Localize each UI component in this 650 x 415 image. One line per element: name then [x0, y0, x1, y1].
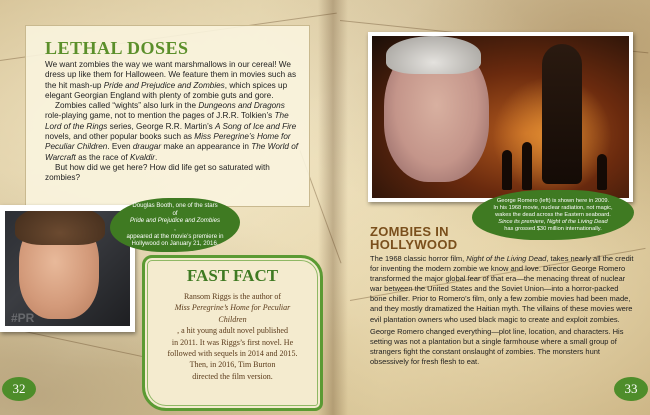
- text-run: appeared at the movie’s premiere in: [126, 232, 224, 240]
- zombies-in-hollywood-text: [370, 254, 635, 369]
- text-run: directed the film version.: [192, 371, 273, 381]
- italic-title: The Lord of the Rings: [45, 111, 289, 131]
- zombie-hand-silhouette: [542, 44, 582, 184]
- italic-title: Since its premiere,: [498, 218, 547, 225]
- text-run: Ransom Riggs is the author of: [183, 292, 282, 301]
- heading-line: ZOMBIES IN: [370, 224, 449, 239]
- italic-title: Night of the Living Dead: [546, 218, 608, 225]
- text-line: [480, 219, 626, 226]
- italic-title: A Song of Ice and Fire: [215, 121, 297, 131]
- text-run: followed with sequels in 2014 and 2015.: [167, 349, 298, 359]
- italic-title: Kvaldir: [129, 152, 155, 162]
- text-run: of: [172, 209, 178, 217]
- text-run: The 1968 classic horror film,: [370, 254, 467, 263]
- text-run: , a hit young adult novel published: [177, 326, 288, 336]
- text-run: . Even: [107, 142, 133, 152]
- text-line: [155, 302, 310, 313]
- text-line: [155, 337, 310, 348]
- text-run: role-playing game, not to mention the pages of J.R.R. Tolkien’s: [45, 111, 275, 121]
- text-run: series, George R.R. Martin’s: [107, 121, 216, 131]
- italic-title: Pride and Prejudice and Zombies: [129, 217, 221, 225]
- zombie-figure-silhouette: [597, 154, 607, 190]
- text-run: wakes the dead across the Eastern seaboard.: [495, 211, 611, 218]
- text-line: [155, 348, 310, 359]
- italic-title: Children: [218, 314, 247, 324]
- text-line: [118, 240, 232, 248]
- text-line: [480, 212, 626, 219]
- text-line: [155, 359, 310, 370]
- text-run: Then, in 2016, Tim Burton: [189, 360, 276, 370]
- text-line: [118, 210, 232, 233]
- text-run: We want zombies the way we want marshmallows in our cereal! We dress up like them for Halloween. We feature them in movies such as the hit mash-up: [45, 60, 297, 90]
- fast-fact-scroll: [142, 255, 323, 411]
- text-run: novels, and other popular books such as: [45, 132, 195, 142]
- italic-title: Dungeons and Dragons: [198, 101, 285, 111]
- italic-title: The World of Warcraft: [45, 142, 299, 162]
- text-run: George Romero changed everything—plot line, location, and characters. His setting was not a plantation but a single farmhouse where a small group of strangers fight the constant onslaught of zombies. The monsters hunt obsessively for fresh flesh to eat.: [370, 326, 624, 366]
- fast-fact-body: [155, 291, 310, 382]
- text-run: Hollywood on January 21, 2016.: [131, 240, 219, 248]
- text-line: [155, 291, 310, 302]
- george-romero-photo: [368, 32, 633, 202]
- text-line: [118, 233, 232, 241]
- text-line: [118, 202, 232, 210]
- italic-title: Miss Peregrine’s Home for Peculiar Children: [45, 132, 291, 152]
- text-run: George Romero (left) is shown here in 2009.: [496, 197, 610, 204]
- italic-title: draugar: [132, 142, 162, 152]
- photo-backdrop-text: #PR: [11, 311, 35, 325]
- zombie-figure-silhouette: [522, 142, 532, 190]
- text-run: as the race of: [75, 152, 130, 162]
- paragraph: [370, 327, 635, 367]
- text-run: in 2011. It was Riggs’s first novel. He: [171, 337, 294, 347]
- portrait-hair: [15, 211, 105, 245]
- text-run: In his 1968 movie, nuclear radiation, not magic,: [493, 204, 613, 211]
- page-number-right: 33: [614, 377, 648, 401]
- text-run: , takes nearly all the credit for inventing the modern zombie we know and love. Director George Romero transformed the major global fear of that era—the menacing threat of nuclear war between the United States and the Soviet Union—into a horror-packed bone chiller. Prior to Romero’s film, only a few zombie movies had been made, and they mostly dramatized the Haitian myth. The villains of these movies were evil plantation owners who used black magic to create and exploit zombies.: [370, 254, 634, 324]
- text-run: Zombies called “wights” also lurk in the: [55, 101, 199, 111]
- lethal-doses-heading: LETHAL DOSES: [45, 38, 189, 58]
- page-number-left: 32: [2, 377, 36, 401]
- text-run: has grossed $30 million internationally.: [504, 225, 602, 232]
- text-run: ,: [174, 225, 176, 232]
- text-line: [155, 371, 310, 382]
- italic-title: Miss Peregrine’s Home for Peculiar: [174, 303, 291, 313]
- text-run: , which spices up elegant Georgian England with plenty of zombie guts and gore.: [45, 80, 288, 100]
- text-run: make an appearance in: [161, 142, 252, 152]
- portrait-hair: [386, 36, 481, 74]
- lethal-doses-text: [45, 60, 303, 184]
- zombie-figure-silhouette: [502, 150, 512, 190]
- paragraph: [45, 60, 303, 101]
- paragraph: [45, 101, 303, 163]
- text-run: But how did we get here? How did life get so saturated with zombies?: [45, 162, 270, 183]
- text-line: [155, 314, 310, 337]
- douglas-booth-caption: [110, 198, 240, 252]
- zombies-in-hollywood-heading: [370, 226, 510, 251]
- italic-title: Night of the Living Dead: [466, 254, 547, 263]
- paragraph: [45, 163, 303, 184]
- text-line: [480, 205, 626, 212]
- italic-title: Pride and Prejudice and Zombies: [103, 80, 225, 90]
- text-run: .: [155, 152, 158, 162]
- paragraph: [370, 254, 635, 325]
- text-line: [480, 198, 626, 205]
- fast-fact-title: FAST FACT: [186, 266, 279, 285]
- heading-line: HOLLYWOOD: [370, 236, 458, 252]
- photo-image: [372, 36, 629, 198]
- text-run: Douglas Booth, one of the stars: [132, 202, 218, 210]
